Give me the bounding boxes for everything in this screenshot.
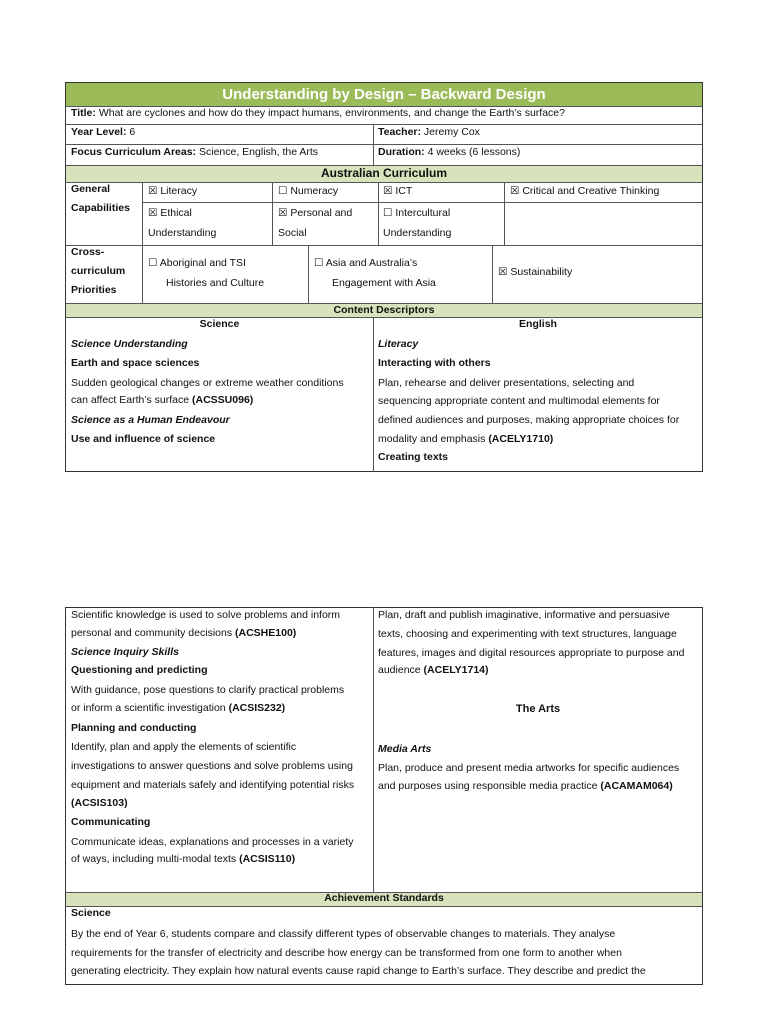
gc-label-2: Capabilities xyxy=(71,202,130,214)
plan-line-3: defined audiences and purposes, making appropriate choices for xyxy=(378,414,680,426)
achievement-line-2: requirements for the transfer of electricity and describe how energy can be transformed from one form to another when xyxy=(71,947,622,959)
sudden-text: can affect Earth’s surface xyxy=(71,394,193,406)
sk-line-2 xyxy=(71,624,296,643)
use-influence: Use and influence of science xyxy=(71,433,216,445)
achievement-line-1: By the end of Year 6, students compare and classify different types of observable changes to materials. They analyse xyxy=(71,928,616,940)
gc-critical-creative[interactable]: ☒ Critical and Creative Thinking xyxy=(510,185,660,197)
earth-space-sciences: Earth and space sciences xyxy=(71,357,200,369)
ccp-aboriginal[interactable]: ☐ Aboriginal and TSI xyxy=(148,257,246,269)
identify-line-1: Identify, plan and apply the elements of scientific xyxy=(71,741,297,753)
ccp-asia[interactable]: ☐ Asia and Australia’s xyxy=(314,257,418,269)
duration-value: 4 weeks (6 lessons) xyxy=(427,146,521,158)
gc-ethical[interactable]: ☒ Ethical xyxy=(148,207,192,219)
document-title: Understanding by Design – Backward Design xyxy=(222,86,546,103)
year-value: 6 xyxy=(129,126,136,138)
media-line-1: Plan, produce and present media artworks for specific audiences xyxy=(378,762,680,774)
gc-intercultural-line2: Understanding xyxy=(383,227,452,239)
questioning-predicting: Questioning and predicting xyxy=(71,664,208,676)
draft-line-2: texts, choosing and experimenting with text structures, language xyxy=(378,628,677,640)
code-acamam064: (ACAMAM064) xyxy=(600,780,673,792)
gc-label-1: General xyxy=(71,183,111,195)
science-human-endeavour: Science as a Human Endeavour xyxy=(71,414,230,426)
code-acely1710: (ACELY1710) xyxy=(488,433,554,445)
gc-intercultural[interactable]: ☐ Intercultural xyxy=(383,207,451,219)
teacher-value: Jeremy Cox xyxy=(423,126,480,138)
duration-label: Duration: xyxy=(378,146,425,158)
guidance-line-1: With guidance, pose questions to clarify practical problems xyxy=(71,684,345,696)
ccp-label-2: curriculum xyxy=(71,265,126,277)
duration xyxy=(378,143,520,162)
draft-line-3: features, images and digital resources appropriate to purpose and xyxy=(378,647,685,659)
draft-text: audience xyxy=(378,664,424,676)
comm-line-2 xyxy=(71,850,295,869)
science-heading: Science xyxy=(199,318,240,330)
science-understanding: Science Understanding xyxy=(71,338,188,350)
code-acssu096: (ACSSU096) xyxy=(192,394,254,406)
plan-text: modality and emphasis xyxy=(378,433,489,445)
unit-title-row xyxy=(71,104,565,123)
code-acshe100: (ACSHE100) xyxy=(235,627,297,639)
identify-line-2: investigations to answer questions and solve problems using xyxy=(71,760,353,772)
code-acsis110: (ACSIS110) xyxy=(239,853,296,865)
english-literacy: Literacy xyxy=(378,338,419,350)
comm-text: of ways, including multi-modal texts xyxy=(71,853,240,865)
sudden-line-1: Sudden geological changes or extreme weather conditions xyxy=(71,377,344,389)
ccp-sustainability[interactable]: ☒ Sustainability xyxy=(498,266,573,278)
year-label: Year Level: xyxy=(71,126,127,138)
sudden-line-2 xyxy=(71,391,253,410)
title-value: What are cyclones and how do they impact humans, environments, and change the Earth’s surface? xyxy=(98,107,565,119)
focus-label: Focus Curriculum Areas: xyxy=(71,146,197,158)
ccp-label-1: Cross- xyxy=(71,246,105,258)
code-acsis232: (ACSIS232) xyxy=(228,702,286,714)
achievement-science: Science xyxy=(71,907,111,919)
creating-texts: Creating texts xyxy=(378,451,449,463)
identify-line-3: equipment and materials safely and identifying potential risks xyxy=(71,779,355,791)
plan-line-1: Plan, rehearse and deliver presentations, selecting and xyxy=(378,377,635,389)
guidance-text: or inform a scientific investigation xyxy=(71,702,229,714)
interacting-with-others: Interacting with others xyxy=(378,357,491,369)
gc-literacy[interactable]: ☒ Literacy xyxy=(148,185,198,197)
media-text: and purposes using responsible media practice xyxy=(378,780,601,792)
comm-line-1: Communicate ideas, explanations and processes in a variety xyxy=(71,836,354,848)
plan-line-4 xyxy=(378,430,553,449)
code-acsis103: (ACSIS103) xyxy=(71,797,128,809)
arts-heading: The Arts xyxy=(515,703,561,715)
focus-value: Science, English, the Arts xyxy=(198,146,319,158)
teacher xyxy=(378,123,480,142)
gc-ethical-line2: Understanding xyxy=(148,227,217,239)
media-line-2 xyxy=(378,777,673,796)
plan-line-2: sequencing appropriate content and multimodal elements for xyxy=(378,395,660,407)
draft-line-1: Plan, draft and publish imaginative, informative and persuasive xyxy=(378,609,670,621)
teacher-label: Teacher: xyxy=(378,126,421,138)
focus-areas xyxy=(71,143,318,162)
ccp-asia-line2: Engagement with Asia xyxy=(332,277,436,289)
sk-text: personal and community decisions xyxy=(71,627,236,639)
communicating: Communicating xyxy=(71,816,151,828)
gc-ict[interactable]: ☒ ICT xyxy=(383,185,413,197)
achievement-heading: Achievement Standards xyxy=(324,892,444,904)
ccp-label-3: Priorities xyxy=(71,284,117,296)
science-inquiry-skills: Science Inquiry Skills xyxy=(71,646,179,658)
title-label: Title: xyxy=(71,107,96,119)
media-arts: Media Arts xyxy=(378,743,432,755)
achievement-line-3: generating electricity. They explain how natural events cause rapid change to Earth’s surface. They describe and predict the xyxy=(71,965,646,977)
curriculum-heading: Australian Curriculum xyxy=(320,166,448,180)
planning-conducting: Planning and conducting xyxy=(71,722,197,734)
code-acely1714: (ACELY1714) xyxy=(423,664,489,676)
english-heading: English xyxy=(519,318,557,330)
year-level xyxy=(71,123,135,142)
content-heading: Content Descriptors xyxy=(333,304,435,316)
guidance-line-2 xyxy=(71,699,285,718)
gc-personal-social[interactable]: ☒ Personal and xyxy=(278,207,353,219)
gc-numeracy[interactable]: ☐ Numeracy xyxy=(278,185,339,197)
sk-line-1: Scientific knowledge is used to solve problems and inform xyxy=(71,609,341,621)
gc-personal-line2: Social xyxy=(278,227,307,239)
draft-line-4 xyxy=(378,661,489,680)
ccp-aboriginal-line2: Histories and Culture xyxy=(166,277,265,289)
